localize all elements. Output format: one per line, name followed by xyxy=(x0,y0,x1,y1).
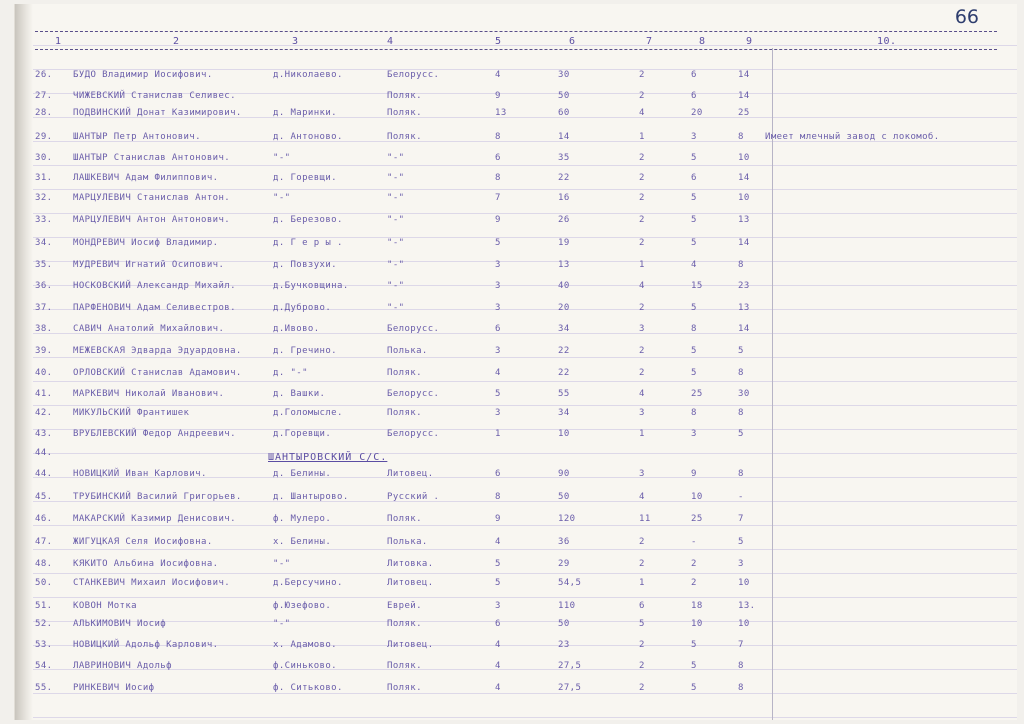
column-6-value: 35 xyxy=(558,153,570,163)
row-number: 35. xyxy=(35,260,53,270)
column-8-value: 5 xyxy=(691,346,697,356)
column-8-value: 5 xyxy=(691,238,697,248)
column-7-value: 2 xyxy=(639,215,645,225)
column-number-6: 6 xyxy=(569,36,576,47)
column-9-value: 10 xyxy=(738,193,750,203)
village-name: д.Голомысле. xyxy=(273,408,343,418)
nationality: "-" xyxy=(387,153,405,163)
column-5-value: 8 xyxy=(495,173,501,183)
column-9-value: 14 xyxy=(738,173,750,183)
column-5-value: 4 xyxy=(495,683,501,693)
person-name: МАРКЕВИЧ Николай Иванович. xyxy=(73,389,225,399)
person-name: ЖИГУЦКАЯ Селя Иосифовна. xyxy=(73,537,213,547)
archive-page xyxy=(14,4,1017,720)
column-7-value: 5 xyxy=(639,619,645,629)
person-name: РИНКЕВИЧ Иосиф xyxy=(73,683,155,693)
column-8-value: 5 xyxy=(691,153,697,163)
column-8-value: 5 xyxy=(691,193,697,203)
village-name: д. "-" xyxy=(273,368,308,378)
column-6-value: 90 xyxy=(558,469,570,479)
column-number-2: 2 xyxy=(173,36,180,47)
row-number: 40. xyxy=(35,368,53,378)
nationality: "-" xyxy=(387,215,405,225)
person-name: ШАНТЫР Станислав Антонович. xyxy=(73,153,231,163)
nationality: Белорусс. xyxy=(387,389,440,399)
column-9-value: 5 xyxy=(738,537,744,547)
person-name: ПАРФЕНОВИЧ Адам Селивестров. xyxy=(73,303,236,313)
column-8-value: 9 xyxy=(691,469,697,479)
column-6-value: 55 xyxy=(558,389,570,399)
column-number-5: 5 xyxy=(495,36,502,47)
column-9-value: 14 xyxy=(738,70,750,80)
column-5-value: 3 xyxy=(495,408,501,418)
column-8-value: 10 xyxy=(691,492,703,502)
column-7-value: 2 xyxy=(639,368,645,378)
row-number: 29. xyxy=(35,132,53,142)
row-number: 45. xyxy=(35,492,53,502)
column-8-value: 18 xyxy=(691,601,703,611)
column-8-value: 5 xyxy=(691,368,697,378)
row-number: 44. xyxy=(35,469,53,479)
nationality: Еврей. xyxy=(387,601,422,611)
village-name: "-" xyxy=(273,559,291,569)
person-name: МАРЦУЛЕВИЧ Антон Антонович. xyxy=(73,215,231,225)
column-5-value: 6 xyxy=(495,153,501,163)
column-5-value: 4 xyxy=(495,661,501,671)
person-name: МИКУЛЬСКИЙ Франтишек xyxy=(73,408,190,418)
village-name: д.Бучковщина. xyxy=(273,281,349,291)
column-9-value: 3 xyxy=(738,559,744,569)
nationality: Литовец. xyxy=(387,469,434,479)
header-bottom-rule xyxy=(35,49,997,50)
column-9-value: 13 xyxy=(738,215,750,225)
column-9-value: 13. xyxy=(738,601,756,611)
column-8-value: 5 xyxy=(691,661,697,671)
column-8-value: 25 xyxy=(691,389,703,399)
column-9-value: 7 xyxy=(738,514,744,524)
column-6-value: 36 xyxy=(558,537,570,547)
column-number-4: 4 xyxy=(387,36,394,47)
column-8-value: 8 xyxy=(691,324,697,334)
column-8-value: 25 xyxy=(691,514,703,524)
header-top-rule xyxy=(35,31,997,32)
column-5-value: 7 xyxy=(495,193,501,203)
column-5-value: 3 xyxy=(495,260,501,270)
column-7-value: 4 xyxy=(639,389,645,399)
column-5-value: 4 xyxy=(495,640,501,650)
nationality: "-" xyxy=(387,260,405,270)
column-number-8: 8 xyxy=(699,36,706,47)
column-9-value: 8 xyxy=(738,661,744,671)
person-name: ВРУБЛЕВСКИЙ Федор Андреевич. xyxy=(73,429,236,439)
village-name: ф. Ситьково. xyxy=(273,683,343,693)
row-number: 53. xyxy=(35,640,53,650)
village-name: д.Николаево. xyxy=(273,70,343,80)
nationality: Поляк. xyxy=(387,408,422,418)
nationality: Поляк. xyxy=(387,132,422,142)
column-7-value: 2 xyxy=(639,661,645,671)
column-6-value: 30 xyxy=(558,70,570,80)
village-name: "-" xyxy=(273,193,291,203)
person-name: НОВИЦКИЙ Иван Карлович. xyxy=(73,469,207,479)
row-number: 46. xyxy=(35,514,53,524)
column-5-value: 9 xyxy=(495,91,501,101)
column-8-value: 5 xyxy=(691,640,697,650)
village-name: д.Ивово. xyxy=(273,324,320,334)
column-7-value: 2 xyxy=(639,193,645,203)
column-7-value: 2 xyxy=(639,91,645,101)
column-5-value: 9 xyxy=(495,514,501,524)
person-name: СТАНКЕВИЧ Михаил Иосифович. xyxy=(73,578,231,588)
row-number: 34. xyxy=(35,238,53,248)
column-6-value: 50 xyxy=(558,91,570,101)
column-8-value: 20 xyxy=(691,108,703,118)
column-9-value: 8 xyxy=(738,368,744,378)
column-7-value: 3 xyxy=(639,469,645,479)
village-name: д. Горевщи. xyxy=(273,173,338,183)
column-8-value: 10 xyxy=(691,619,703,629)
column-8-value: 5 xyxy=(691,303,697,313)
column-6-value: 34 xyxy=(558,324,570,334)
village-name: д. Повзухи. xyxy=(273,260,338,270)
nationality: "-" xyxy=(387,193,405,203)
column-6-value: 22 xyxy=(558,173,570,183)
column-7-value: 2 xyxy=(639,173,645,183)
column-6-value: 26 xyxy=(558,215,570,225)
row-number: 30. xyxy=(35,153,53,163)
row-number: 47. xyxy=(35,537,53,547)
nationality: Поляк. xyxy=(387,514,422,524)
column-6-value: 16 xyxy=(558,193,570,203)
column-6-value: 120 xyxy=(558,514,576,524)
column-9-value: 10 xyxy=(738,619,750,629)
row-number: 42. xyxy=(35,408,53,418)
column-7-value: 6 xyxy=(639,601,645,611)
row-number: 32. xyxy=(35,193,53,203)
village-name: ф.Синьково. xyxy=(273,661,338,671)
column-9-value: 13 xyxy=(738,303,750,313)
column-5-value: 5 xyxy=(495,238,501,248)
column-number-1: 1 xyxy=(55,36,62,47)
nationality: Литовец. xyxy=(387,578,434,588)
village-name: д.Горевщи. xyxy=(273,429,332,439)
column-6-value: 22 xyxy=(558,346,570,356)
notes-column-rule xyxy=(772,48,773,720)
column-6-value: 10 xyxy=(558,429,570,439)
column-7-value: 4 xyxy=(639,281,645,291)
person-name: ОРЛОВСКИЙ Станислав Адамович. xyxy=(73,368,242,378)
nationality: "-" xyxy=(387,173,405,183)
person-name: МОНДРЕВИЧ Иосиф Владимир. xyxy=(73,238,219,248)
village-name: д.Берсучино. xyxy=(273,578,343,588)
column-6-value: 110 xyxy=(558,601,576,611)
column-6-value: 54,5 xyxy=(558,578,582,588)
column-5-value: 3 xyxy=(495,303,501,313)
nationality: Поляк. xyxy=(387,108,422,118)
column-5-value: 6 xyxy=(495,324,501,334)
nationality: "-" xyxy=(387,238,405,248)
person-name: МУДРЕВИЧ Игнатий Осипович. xyxy=(73,260,225,270)
column-7-value: 4 xyxy=(639,108,645,118)
column-5-value: 6 xyxy=(495,619,501,629)
village-name: "-" xyxy=(273,619,291,629)
village-name: х. Белины. xyxy=(273,537,332,547)
column-8-value: 3 xyxy=(691,429,697,439)
nationality: Белорусс. xyxy=(387,429,440,439)
column-8-value: 8 xyxy=(691,408,697,418)
nationality: Полька. xyxy=(387,346,428,356)
row-number: 52. xyxy=(35,619,53,629)
row-number: 43. xyxy=(35,429,53,439)
column-9-value: 14 xyxy=(738,324,750,334)
column-number-3: 3 xyxy=(292,36,299,47)
column-7-value: 2 xyxy=(639,70,645,80)
nationality: Белорусс. xyxy=(387,324,440,334)
village-name: д. Белины. xyxy=(273,469,332,479)
column-9-value: 5 xyxy=(738,429,744,439)
column-9-value: 23 xyxy=(738,281,750,291)
column-6-value: 50 xyxy=(558,619,570,629)
column-6-value: 27,5 xyxy=(558,683,582,693)
column-6-value: 50 xyxy=(558,492,570,502)
person-name: БУДО Владимир Иосифович. xyxy=(73,70,213,80)
village-name: ф.Юзефово. xyxy=(273,601,332,611)
column-5-value: 1 xyxy=(495,429,501,439)
column-5-value: 3 xyxy=(495,601,501,611)
column-7-value: 3 xyxy=(639,408,645,418)
row-number: 31. xyxy=(35,173,53,183)
column-5-value: 4 xyxy=(495,368,501,378)
village-name: д. Маринки. xyxy=(273,108,338,118)
column-7-value: 3 xyxy=(639,324,645,334)
column-5-value: 13 xyxy=(495,108,507,118)
row-number: 55. xyxy=(35,683,53,693)
section-title: ШАНТЫРОВСКИЙ С/С. xyxy=(268,452,388,463)
column-9-value: 8 xyxy=(738,469,744,479)
person-name: ТРУБИНСКИЙ Василий Григорьев. xyxy=(73,492,242,502)
column-8-value: 6 xyxy=(691,173,697,183)
column-9-value: - xyxy=(738,492,744,502)
village-name: д. Березово. xyxy=(273,215,343,225)
person-name: МЕЖЕВСКАЯ Эдварда Эдуардовна. xyxy=(73,346,242,356)
column-7-value: 1 xyxy=(639,260,645,270)
village-name: д. Шантырово. xyxy=(273,492,349,502)
person-name: КЯКИТО Альбина Иосифовна. xyxy=(73,559,219,569)
column-7-value: 2 xyxy=(639,683,645,693)
person-name: НОСКОВСКИЙ Александр Михайл. xyxy=(73,281,236,291)
person-name: НОВИЦКИЙ Адольф Карлович. xyxy=(73,640,219,650)
row-number: 39. xyxy=(35,346,53,356)
column-9-value: 10 xyxy=(738,578,750,588)
column-9-value: 8 xyxy=(738,132,744,142)
row-number: 26. xyxy=(35,70,53,80)
village-name: ф. Мулеро. xyxy=(273,514,332,524)
nationality: "-" xyxy=(387,281,405,291)
column-9-value: 8 xyxy=(738,408,744,418)
column-9-value: 8 xyxy=(738,683,744,693)
page-binding-shadow xyxy=(15,4,33,720)
row-number: 37. xyxy=(35,303,53,313)
column-7-value: 2 xyxy=(639,559,645,569)
column-5-value: 8 xyxy=(495,492,501,502)
column-6-value: 60 xyxy=(558,108,570,118)
nationality: Русский . xyxy=(387,492,440,502)
column-5-value: 4 xyxy=(495,537,501,547)
column-8-value: 4 xyxy=(691,260,697,270)
column-5-value: 6 xyxy=(495,469,501,479)
village-name: д. Г е р ы . xyxy=(273,238,343,248)
column-7-value: 2 xyxy=(639,346,645,356)
row-number: 28. xyxy=(35,108,53,118)
person-name: САВИЧ Анатолий Михайлович. xyxy=(73,324,225,334)
column-9-value: 5 xyxy=(738,346,744,356)
person-name: ЛАШКЕВИЧ Адам Филиппович. xyxy=(73,173,219,183)
column-6-value: 14 xyxy=(558,132,570,142)
column-5-value: 3 xyxy=(495,346,501,356)
village-name: д.Дуброво. xyxy=(273,303,332,313)
column-8-value: 6 xyxy=(691,91,697,101)
row-number: 41. xyxy=(35,389,53,399)
column-8-value: 5 xyxy=(691,215,697,225)
row-number: 33. xyxy=(35,215,53,225)
column-6-value: 29 xyxy=(558,559,570,569)
column-8-value: 2 xyxy=(691,578,697,588)
column-7-value: 11 xyxy=(639,514,651,524)
row-number: 50. xyxy=(35,578,53,588)
person-name: МАРЦУЛЕВИЧ Станислав Антон. xyxy=(73,193,231,203)
column-6-value: 22 xyxy=(558,368,570,378)
nationality: Поляк. xyxy=(387,619,422,629)
row-number: 36. xyxy=(35,281,53,291)
row-number: 54. xyxy=(35,661,53,671)
village-name: х. Адамово. xyxy=(273,640,338,650)
nationality: Литовка. xyxy=(387,559,434,569)
column-6-value: 13 xyxy=(558,260,570,270)
nationality: Поляк. xyxy=(387,368,422,378)
column-5-value: 5 xyxy=(495,389,501,399)
village-name: д. Антоново. xyxy=(273,132,343,142)
column-6-value: 19 xyxy=(558,238,570,248)
nationality: Литовец. xyxy=(387,640,434,650)
person-name: ЧИЖЕВСКИЙ Станислав Селивес. xyxy=(73,91,236,101)
row-number: 51. xyxy=(35,601,53,611)
column-7-value: 1 xyxy=(639,429,645,439)
column-8-value: 5 xyxy=(691,683,697,693)
column-9-value: 30 xyxy=(738,389,750,399)
column-6-value: 27,5 xyxy=(558,661,582,671)
column-7-value: 2 xyxy=(639,153,645,163)
column-7-value: 1 xyxy=(639,132,645,142)
village-name: д. Вашки. xyxy=(273,389,326,399)
column-7-value: 4 xyxy=(639,492,645,502)
person-name: МАКАРСКИЙ Казимир Денисович. xyxy=(73,514,236,524)
column-7-value: 2 xyxy=(639,303,645,313)
person-name: ПОДВИНСКИЙ Донат Казимирович. xyxy=(73,108,242,118)
column-number-10: 10. xyxy=(877,36,897,47)
column-9-value: 14 xyxy=(738,238,750,248)
column-9-value: 25 xyxy=(738,108,750,118)
person-name: ШАНТЫР Петр Антонович. xyxy=(73,132,202,142)
nationality: "-" xyxy=(387,303,405,313)
column-5-value: 5 xyxy=(495,578,501,588)
column-5-value: 9 xyxy=(495,215,501,225)
column-8-value: - xyxy=(691,537,697,547)
row-number: 48. xyxy=(35,559,53,569)
note-text: Имеет млечный завод с локомоб. xyxy=(765,132,940,142)
column-6-value: 23 xyxy=(558,640,570,650)
nationality: Поляк. xyxy=(387,91,422,101)
column-8-value: 6 xyxy=(691,70,697,80)
column-number-7: 7 xyxy=(646,36,653,47)
column-9-value: 10 xyxy=(738,153,750,163)
column-8-value: 3 xyxy=(691,132,697,142)
column-5-value: 8 xyxy=(495,132,501,142)
column-7-value: 2 xyxy=(639,238,645,248)
column-6-value: 20 xyxy=(558,303,570,313)
column-8-value: 15 xyxy=(691,281,703,291)
person-name: АЛЬКИМОВИЧ Иосиф xyxy=(73,619,167,629)
nationality: Белорусс. xyxy=(387,70,440,80)
village-name: д. Гречино. xyxy=(273,346,338,356)
row-number: 44. xyxy=(35,448,53,458)
column-6-value: 34 xyxy=(558,408,570,418)
column-9-value: 8 xyxy=(738,260,744,270)
column-7-value: 2 xyxy=(639,537,645,547)
page-number: 66 xyxy=(954,6,979,28)
nationality: Полька. xyxy=(387,537,428,547)
column-6-value: 40 xyxy=(558,281,570,291)
column-8-value: 2 xyxy=(691,559,697,569)
person-name: ЛАВРИНОВИЧ Адольф xyxy=(73,661,172,671)
column-number-9: 9 xyxy=(746,36,753,47)
column-5-value: 5 xyxy=(495,559,501,569)
column-5-value: 4 xyxy=(495,70,501,80)
column-9-value: 14 xyxy=(738,91,750,101)
row-number: 27. xyxy=(35,91,53,101)
column-7-value: 2 xyxy=(639,640,645,650)
person-name: КОВОН Мотка xyxy=(73,601,138,611)
nationality: Поляк. xyxy=(387,683,422,693)
column-5-value: 3 xyxy=(495,281,501,291)
row-number: 38. xyxy=(35,324,53,334)
column-7-value: 1 xyxy=(639,578,645,588)
column-9-value: 7 xyxy=(738,640,744,650)
nationality: Поляк. xyxy=(387,661,422,671)
village-name: "-" xyxy=(273,153,291,163)
